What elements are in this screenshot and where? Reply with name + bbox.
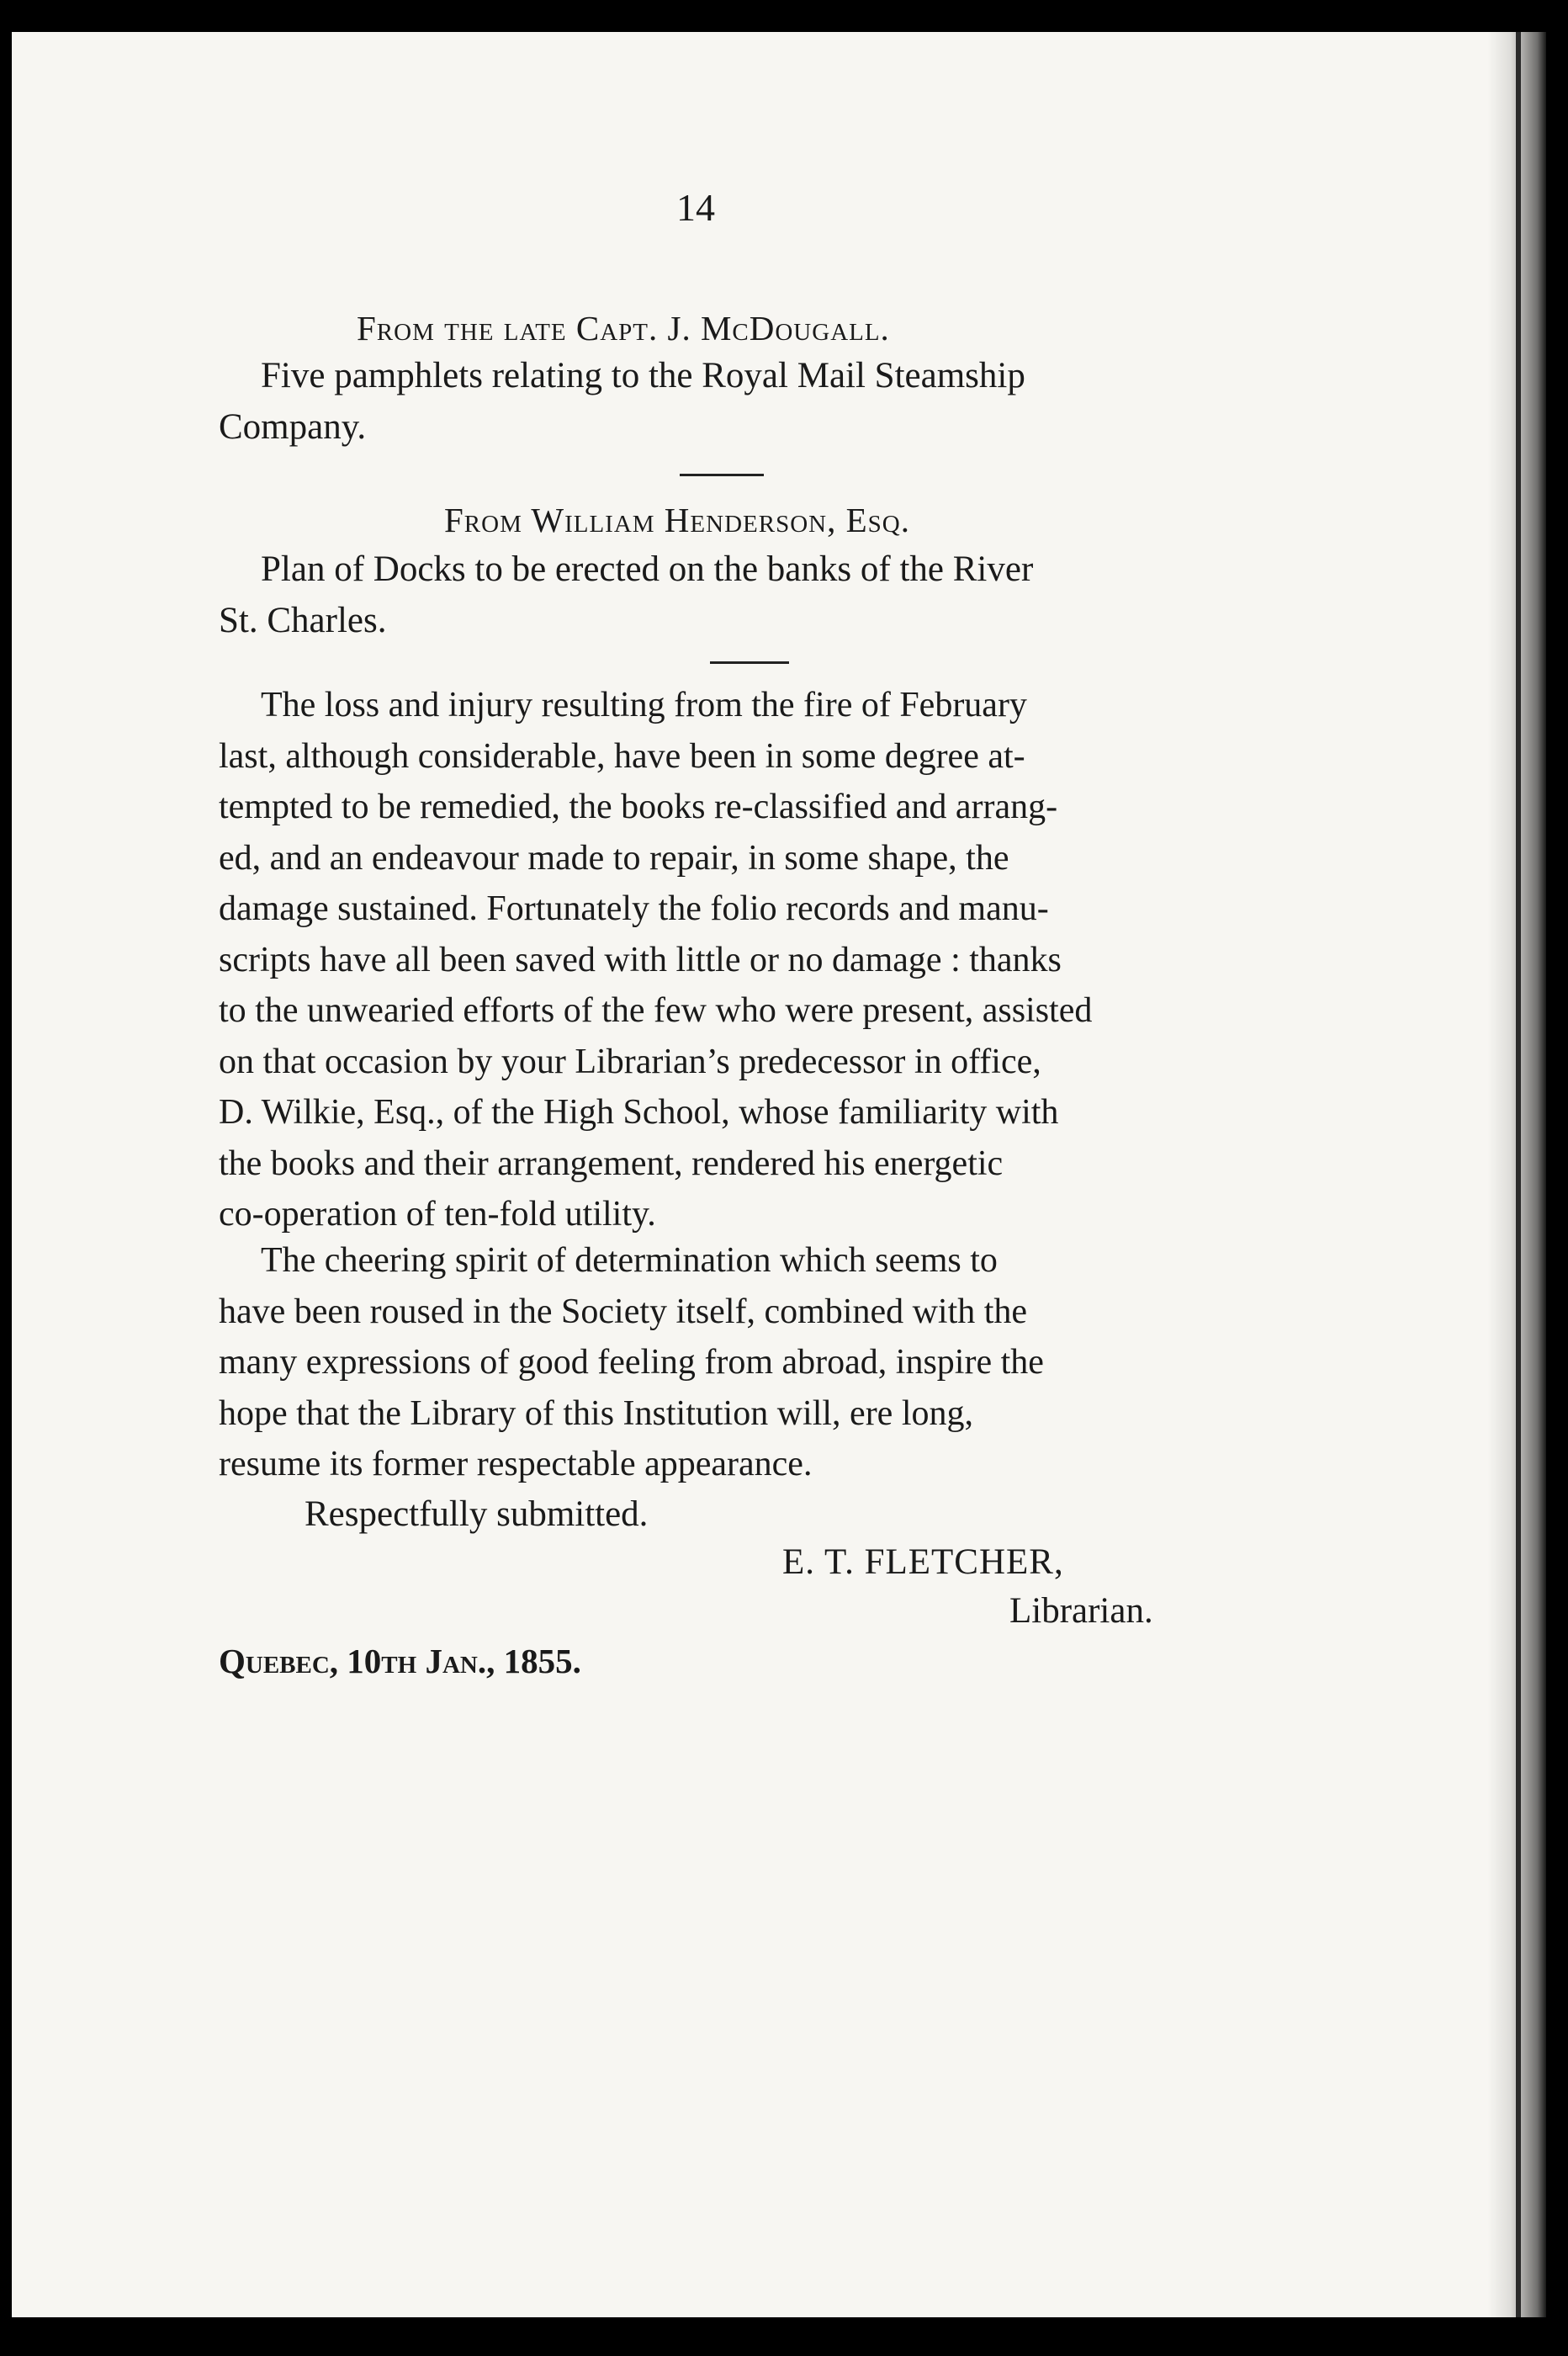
body-paragraph-determination	[219, 1235, 1215, 1490]
section-divider	[680, 474, 764, 476]
section-heading-mcdougall: From the late Capt. J. McDougall.	[357, 309, 890, 348]
paragraph-line: to the unwearied efforts of the few who were present, assisted	[219, 991, 1093, 1030]
place-date: Quebec, 10th Jan., 1855.	[219, 1642, 581, 1680]
signature-name: E. T. FLETCHER,	[782, 1542, 1064, 1582]
paragraph-line: D. Wilkie, Esq., of the High School, whose familiarity with	[219, 1093, 1059, 1132]
spine-edge	[1516, 32, 1521, 2317]
section-divider	[710, 661, 789, 664]
page-number: 14	[676, 186, 715, 229]
paragraph-line: tempted to be remedied, the books re-classified and arrang-	[219, 788, 1058, 826]
section-line: Five pamphlets relating to the Royal Mail Steamship	[261, 356, 1025, 395]
paragraph-line: resume its former respectable appearance.	[219, 1445, 813, 1483]
paragraph-line: many expressions of good feeling from abroad, inspire the	[219, 1343, 1044, 1382]
section-line: Company.	[219, 407, 367, 447]
paragraph-line: The cheering spirit of determination which seems to	[261, 1241, 998, 1280]
document-page	[12, 32, 1546, 2317]
paragraph-line: scripts have all been saved with little or no damage : thanks	[219, 940, 1062, 979]
paragraph-line: co-operation of ten-fold utility.	[219, 1195, 656, 1234]
body-paragraph-fire	[219, 680, 1215, 1240]
closing-respectfully: Respectfully submitted.	[305, 1494, 649, 1534]
paragraph-line: last, although considerable, have been in some degree at-	[219, 736, 1025, 776]
signature-title: Librarian.	[1009, 1591, 1153, 1631]
paragraph-line: on that occasion by your Librarian’s predecessor in office,	[219, 1042, 1041, 1081]
paragraph-line: damage sustained. Fortunately the folio records and manu-	[219, 889, 1049, 928]
paragraph-line: have been roused in the Society itself, combined with the	[219, 1292, 1028, 1331]
paragraph-line: hope that the Library of this Institution will, ere long,	[219, 1393, 973, 1433]
paragraph-line: the books and their arrangement, rendered his energetic	[219, 1144, 1004, 1183]
section-heading-henderson: From William Henderson, Esq.	[444, 501, 910, 539]
section-line: St. Charles.	[219, 601, 387, 640]
paragraph-line: ed, and an endeavour made to repair, in some shape, the	[219, 838, 1009, 878]
section-line: Plan of Docks to be erected on the banks of the River	[261, 549, 1034, 589]
paragraph-line: The loss and injury resulting from the fire of February	[261, 686, 1027, 724]
